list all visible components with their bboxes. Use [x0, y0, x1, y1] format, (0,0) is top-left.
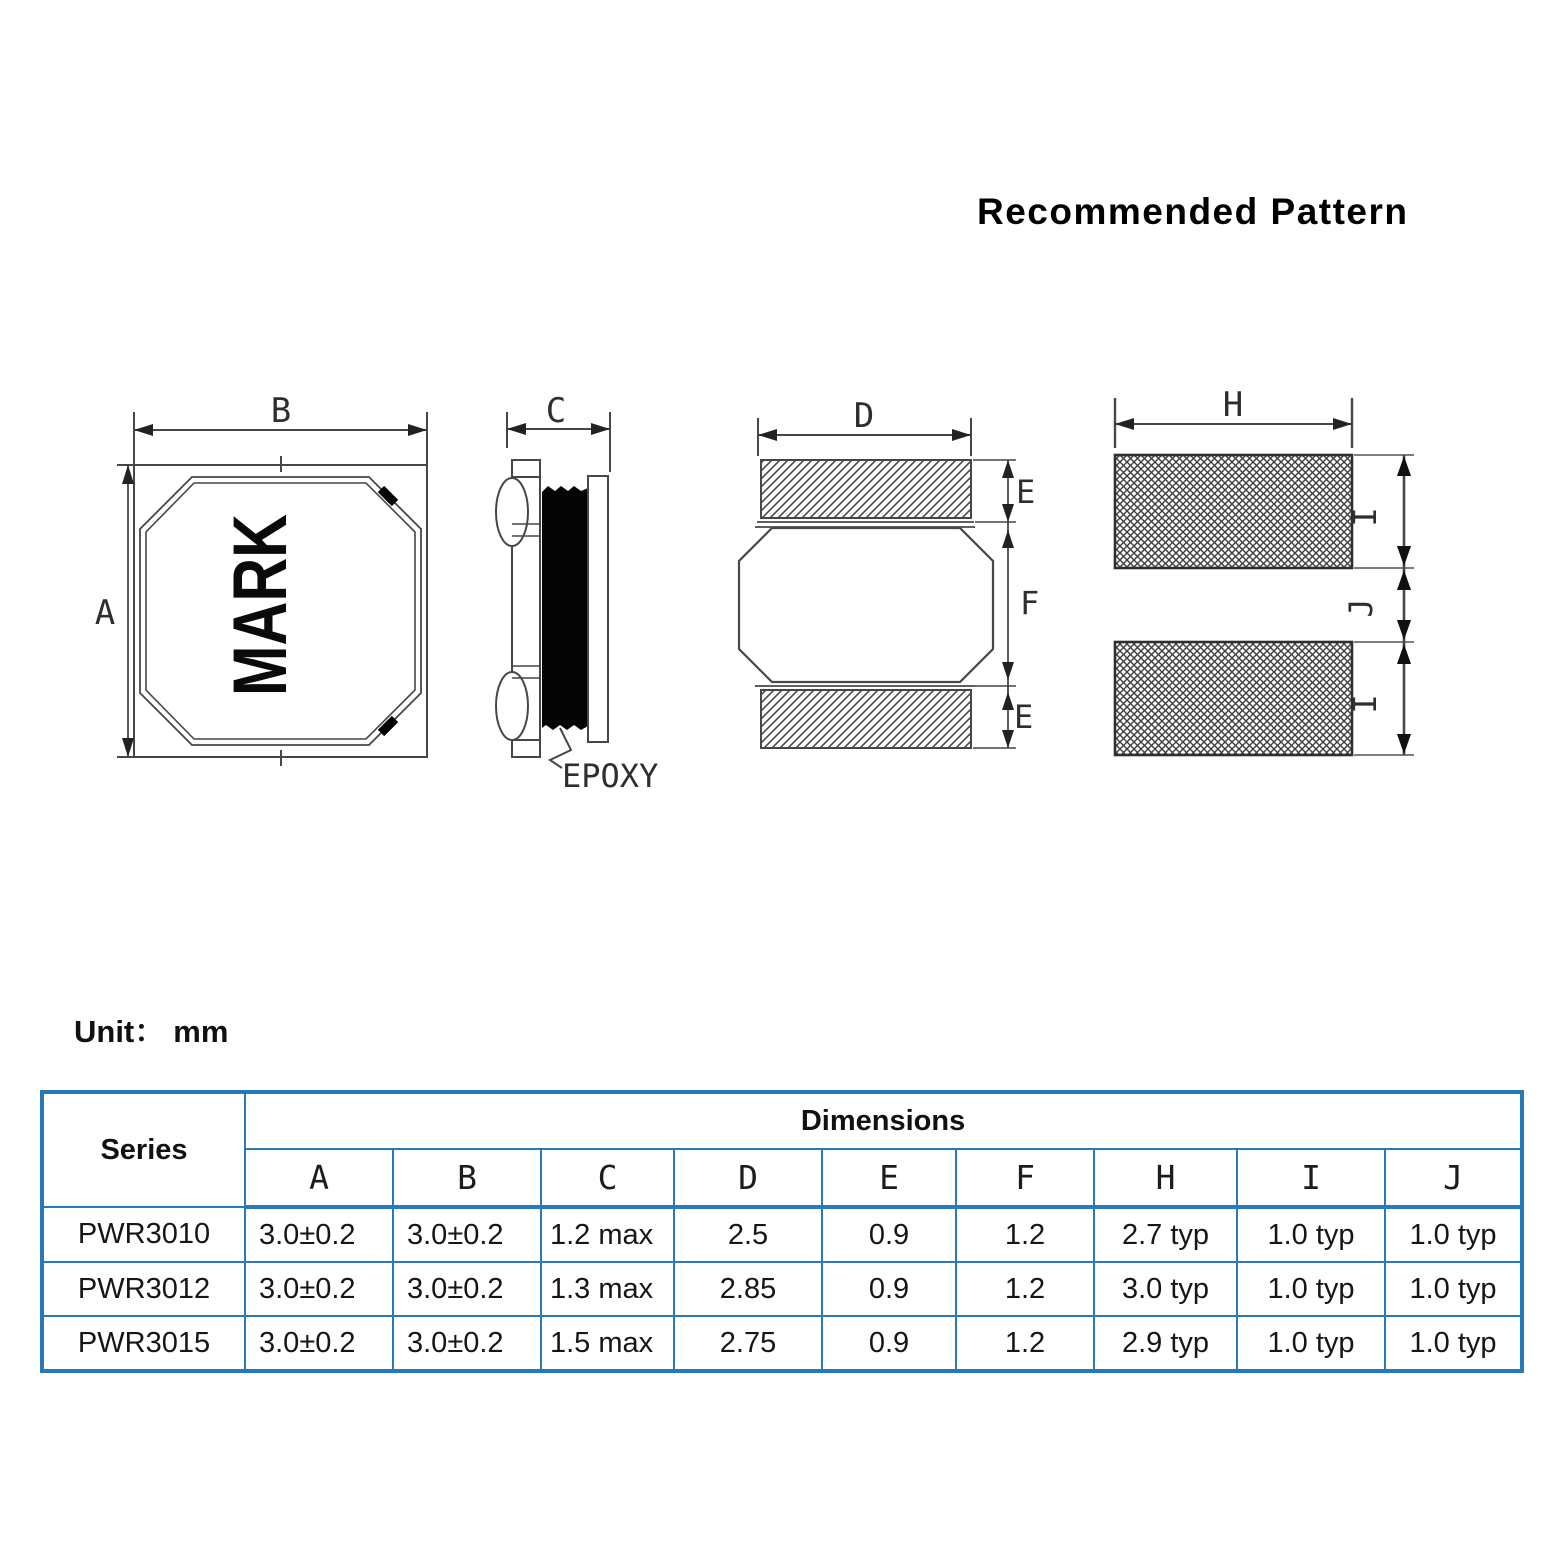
column-header-d: D — [674, 1149, 822, 1207]
table-cell: 3.0±0.2 — [245, 1316, 393, 1371]
table-cell: 3.0±0.2 — [393, 1316, 541, 1371]
table-cell: 2.85 — [674, 1262, 822, 1316]
table-row — [42, 1316, 1522, 1371]
table-cell: 3.0±0.2 — [393, 1262, 541, 1316]
land-pad-bottom — [1115, 642, 1352, 755]
table-cell: 1.2 — [956, 1262, 1094, 1316]
column-header-i: I — [1237, 1149, 1385, 1207]
table-cell: 3.0±0.2 — [245, 1262, 393, 1316]
dimensions-header-cell: Dimensions — [245, 1092, 1522, 1149]
land-pad-top — [1115, 455, 1352, 568]
epoxy-label: EPOXY — [562, 757, 659, 795]
bottom-terminal-hatch — [761, 690, 971, 748]
column-header-f: F — [956, 1149, 1094, 1207]
table-row — [42, 1262, 1522, 1316]
table-cell: 1.0 typ — [1237, 1262, 1385, 1316]
table-row — [42, 1207, 1522, 1262]
table-cell: 1.5 max — [541, 1316, 674, 1371]
table-cell: 3.0±0.2 — [393, 1207, 541, 1262]
column-header-b: B — [393, 1149, 541, 1207]
drawing-side-view — [496, 391, 658, 795]
column-header-e: E — [822, 1149, 956, 1207]
unit-value: mm — [173, 1014, 229, 1049]
table-cell: 1.2 — [956, 1316, 1094, 1371]
dim-label-j: J — [1342, 598, 1380, 618]
table-cell: 1.0 typ — [1237, 1316, 1385, 1371]
dim-label-h: H — [1222, 385, 1244, 425]
unit-label: Unit： — [74, 1014, 166, 1049]
dim-label-d: D — [853, 396, 875, 436]
dim-label-c: C — [545, 391, 567, 431]
drawing-top-view — [95, 391, 427, 766]
dim-label-f: F — [1020, 584, 1040, 622]
table-cell: 0.9 — [822, 1262, 956, 1316]
top-terminal-hatch — [761, 460, 971, 518]
table-cell: 1.2 max — [541, 1207, 674, 1262]
table-cell: 0.9 — [822, 1316, 956, 1371]
column-header-j: J — [1385, 1149, 1522, 1207]
series-header-cell: Series — [42, 1092, 245, 1207]
column-header-a: A — [245, 1149, 393, 1207]
series-cell: PWR3012 — [42, 1262, 245, 1316]
table-cell: 1.0 typ — [1385, 1316, 1522, 1371]
unit-note — [74, 1006, 228, 1051]
table-header-row — [42, 1092, 1522, 1149]
table-cell: 0.9 — [822, 1207, 956, 1262]
drawing-recommended-pattern — [1115, 385, 1414, 755]
column-header-c: C — [541, 1149, 674, 1207]
component-mark-text: MARK — [218, 468, 304, 696]
table-cell: 1.3 max — [541, 1262, 674, 1316]
table-subheader-row — [42, 1149, 1522, 1207]
table-cell: 2.5 — [674, 1207, 822, 1262]
table-cell: 1.2 — [956, 1207, 1094, 1262]
table-cell: 1.0 typ — [1385, 1262, 1522, 1316]
table-cell: 2.75 — [674, 1316, 822, 1371]
series-cell: PWR3015 — [42, 1316, 245, 1371]
dim-label-b: B — [270, 391, 292, 431]
dim-label-i-bottom: I — [1346, 694, 1384, 714]
series-cell: PWR3010 — [42, 1207, 245, 1262]
dimensions-table — [40, 1090, 1524, 1373]
table-cell: 3.0 typ — [1094, 1262, 1237, 1316]
winding-block — [542, 486, 588, 730]
dim-label-e-top: E — [1016, 473, 1036, 511]
table-cell: 2.9 typ — [1094, 1316, 1237, 1371]
dim-label-e-bottom: E — [1014, 698, 1034, 736]
table-cell: 3.0±0.2 — [245, 1207, 393, 1262]
dim-label-i-top: I — [1346, 507, 1384, 527]
column-header-h: H — [1094, 1149, 1237, 1207]
table-cell: 1.0 typ — [1385, 1207, 1522, 1262]
drawing-front-view — [739, 396, 1039, 748]
page-title: Recommended Pattern — [977, 191, 1409, 232]
dim-label-a: A — [94, 593, 116, 633]
table-cell: 1.0 typ — [1237, 1207, 1385, 1262]
table-cell: 2.7 typ — [1094, 1207, 1237, 1262]
